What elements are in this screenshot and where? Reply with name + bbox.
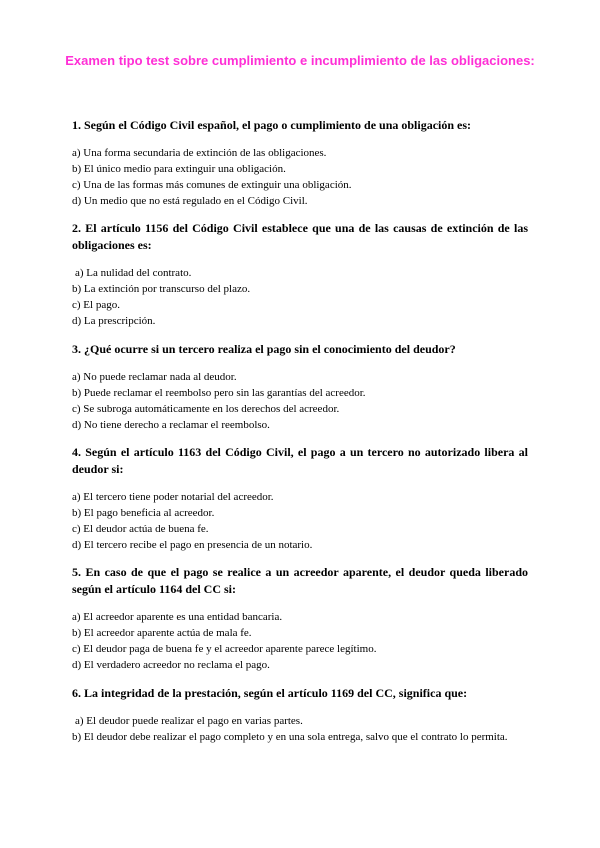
answer-option: d) La prescripción. — [72, 315, 156, 327]
answer-options — [72, 489, 528, 553]
answer-option: a) El deudor puede realizar el pago en varias partes. — [75, 715, 303, 727]
answer-option: d) El verdadero acreedor no reclama el pago. — [72, 659, 270, 671]
question-4 — [72, 444, 528, 553]
answer-option: a) No puede reclamar nada al deudor. — [72, 371, 237, 383]
document-title: Examen tipo test sobre cumplimiento e incumplimiento de las obligaciones: — [65, 53, 535, 68]
answer-option: c) El pago. — [72, 299, 120, 311]
answer-option: a) Una forma secundaria de extinción de las obligaciones. — [72, 147, 327, 159]
question-text: 6. La integridad de la prestación, según el artículo 1169 del CC, significa que: — [72, 686, 468, 700]
answer-option: c) Se subroga automáticamente en los derechos del acreedor. — [72, 403, 340, 415]
answer-options — [72, 369, 528, 433]
question-5 — [72, 564, 528, 673]
answer-option: d) No tiene derecho a reclamar el reembolso. — [72, 419, 270, 431]
answer-option: c) El deudor paga de buena fe y el acreedor aparente parece legítimo. — [72, 643, 377, 655]
answer-options — [72, 713, 528, 745]
answer-option: a) La nulidad del contrato. — [75, 267, 192, 279]
answer-option: a) El tercero tiene poder notarial del acreedor. — [72, 491, 274, 503]
answer-option: b) Puede reclamar el reembolso pero sin las garantías del acreedor. — [72, 387, 366, 399]
answer-option: b) El único medio para extinguir una obligación. — [72, 163, 286, 175]
answer-option: b) La extinción por transcurso del plazo. — [72, 283, 251, 295]
answer-option: d) Un medio que no está regulado en el Código Civil. — [72, 195, 308, 207]
answer-option: c) El deudor actúa de buena fe. — [72, 523, 209, 535]
question-text: 2. El artículo 1156 del Código Civil establece que una de las causas de extinción de las obligaciones es: — [72, 221, 528, 252]
question-text: 5. En caso de que el pago se realice a un acreedor aparente, el deudor queda liberado según el artículo 1164 del CC si: — [72, 565, 528, 596]
answer-option: b) El acreedor aparente actúa de mala fe. — [72, 627, 252, 639]
question-text: 3. ¿Qué ocurre si un tercero realiza el pago sin el conocimiento del deudor? — [72, 342, 456, 356]
answer-option: a) El acreedor aparente es una entidad bancaria. — [72, 611, 283, 623]
answer-options — [72, 609, 528, 673]
answer-option: c) Una de las formas más comunes de extinguir una obligación. — [72, 179, 352, 191]
question-3 — [72, 341, 528, 433]
answer-option: d) El tercero recibe el pago en presencia de un notario. — [72, 539, 313, 551]
question-2 — [72, 220, 528, 329]
answer-option: b) El deudor debe realizar el pago completo y en una sola entrega, salvo que el contrato lo permita. — [72, 731, 508, 743]
answer-options — [72, 145, 528, 209]
answer-option: b) El pago beneficia al acreedor. — [72, 507, 215, 519]
question-text: 4. Según el artículo 1163 del Código Civil, el pago a un tercero no autorizado libera al deudor si: — [72, 445, 528, 476]
question-text: 1. Según el Código Civil español, el pago o cumplimiento de una obligación es: — [72, 118, 472, 132]
question-6 — [72, 685, 528, 745]
answer-options — [72, 265, 528, 329]
question-1 — [72, 117, 528, 209]
